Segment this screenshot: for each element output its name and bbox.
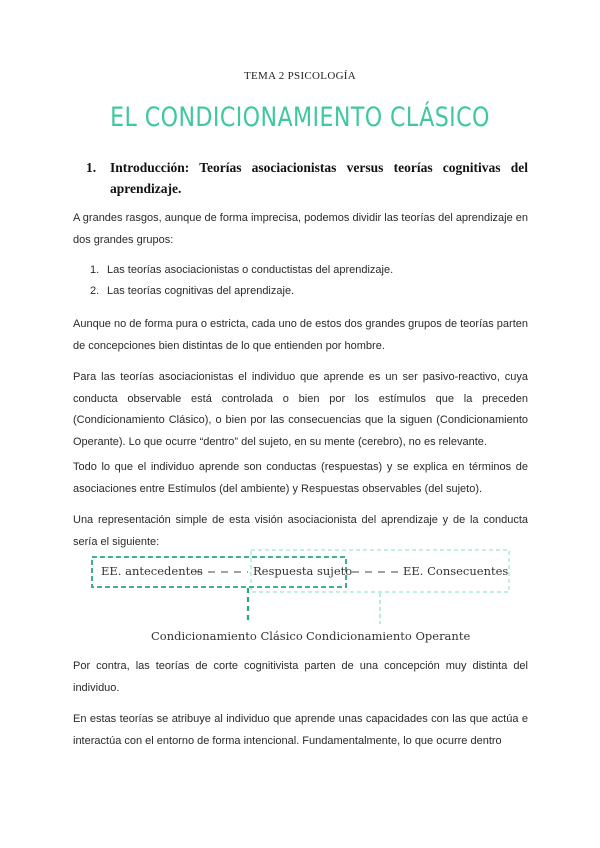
paragraph-representation: Una representación simple de esta visión asociacionista del aprendizaje y de la conducta sería el siguiente: bbox=[73, 514, 528, 548]
paragraph-intro: A grandes rasgos, aunque de forma imprecisa, podemos dividir las teorías del aprendizaje en dos grandes grupos: bbox=[73, 212, 528, 246]
paragraph-cognitive: Por contra, las teorías de corte cognitivista parten de una concepción muy distinta del individuo. bbox=[73, 660, 528, 694]
theory-list bbox=[90, 260, 530, 302]
consequents-label: EE. Consecuentes bbox=[403, 564, 509, 578]
paragraph-concepts: Aunque no de forma pura o estricta, cada uno de estos dos grandes grupos de teorías parten de concepciones bien distintas de lo que entienden por hombre. bbox=[73, 318, 528, 352]
list-item bbox=[90, 281, 530, 302]
antecedents-label: EE. antecedentes bbox=[101, 564, 203, 578]
paragraph-capacities: En estas teorías se atribuye al individuo que aprende unas capacidades con las que actúa e interactúa con el entorno de forma intencional. Fundamentalmente, lo que ocurre dentro bbox=[73, 713, 528, 747]
paragraph-stimulus-response: Todo lo que el individuo aprende son conductas (respuestas) y se explica en términos de asociaciones entre Estímulos (del ambiente) y Respuestas observables (del sujeto). bbox=[73, 461, 528, 495]
list-item-number: 1. bbox=[90, 264, 100, 276]
paragraph-associationist: Para las teorías asociacionistas el individuo que aprende es un ser pasivo-reactivo, cuya conducta observable está controlada o bien por los estímulos que la preceden (Condicionamiento Clásico), o bien por las consecuencias que la siguen (Condicionamiento Operante). Lo que ocurre “dentro” del sujeto, en su mente (cerebro), no es relevante. bbox=[73, 371, 528, 448]
document-header: TEMA 2 PSICOLOGÍA bbox=[243, 70, 357, 82]
list-item bbox=[90, 260, 530, 281]
list-item-text: Las teorías asociacionistas o conductistas del aprendizaje. bbox=[107, 264, 394, 276]
section-heading-text: Introducción: Teorías asociacionistas versus teorías cognitivas del aprendizaje. bbox=[110, 160, 528, 196]
operant-caption: Condicionamiento Operante bbox=[306, 629, 471, 643]
page-title: EL CONDICIONAMIENTO CLÁSICO bbox=[110, 102, 490, 133]
list-item-text: Las teorías cognitivas del aprendizaje. bbox=[107, 285, 295, 297]
classic-caption: Condicionamiento Clásico bbox=[151, 629, 303, 643]
response-label: Respuesta sujeto bbox=[253, 564, 353, 578]
section-number: 1. bbox=[86, 160, 97, 175]
list-item-number: 2. bbox=[90, 285, 100, 297]
section-heading bbox=[88, 157, 528, 199]
